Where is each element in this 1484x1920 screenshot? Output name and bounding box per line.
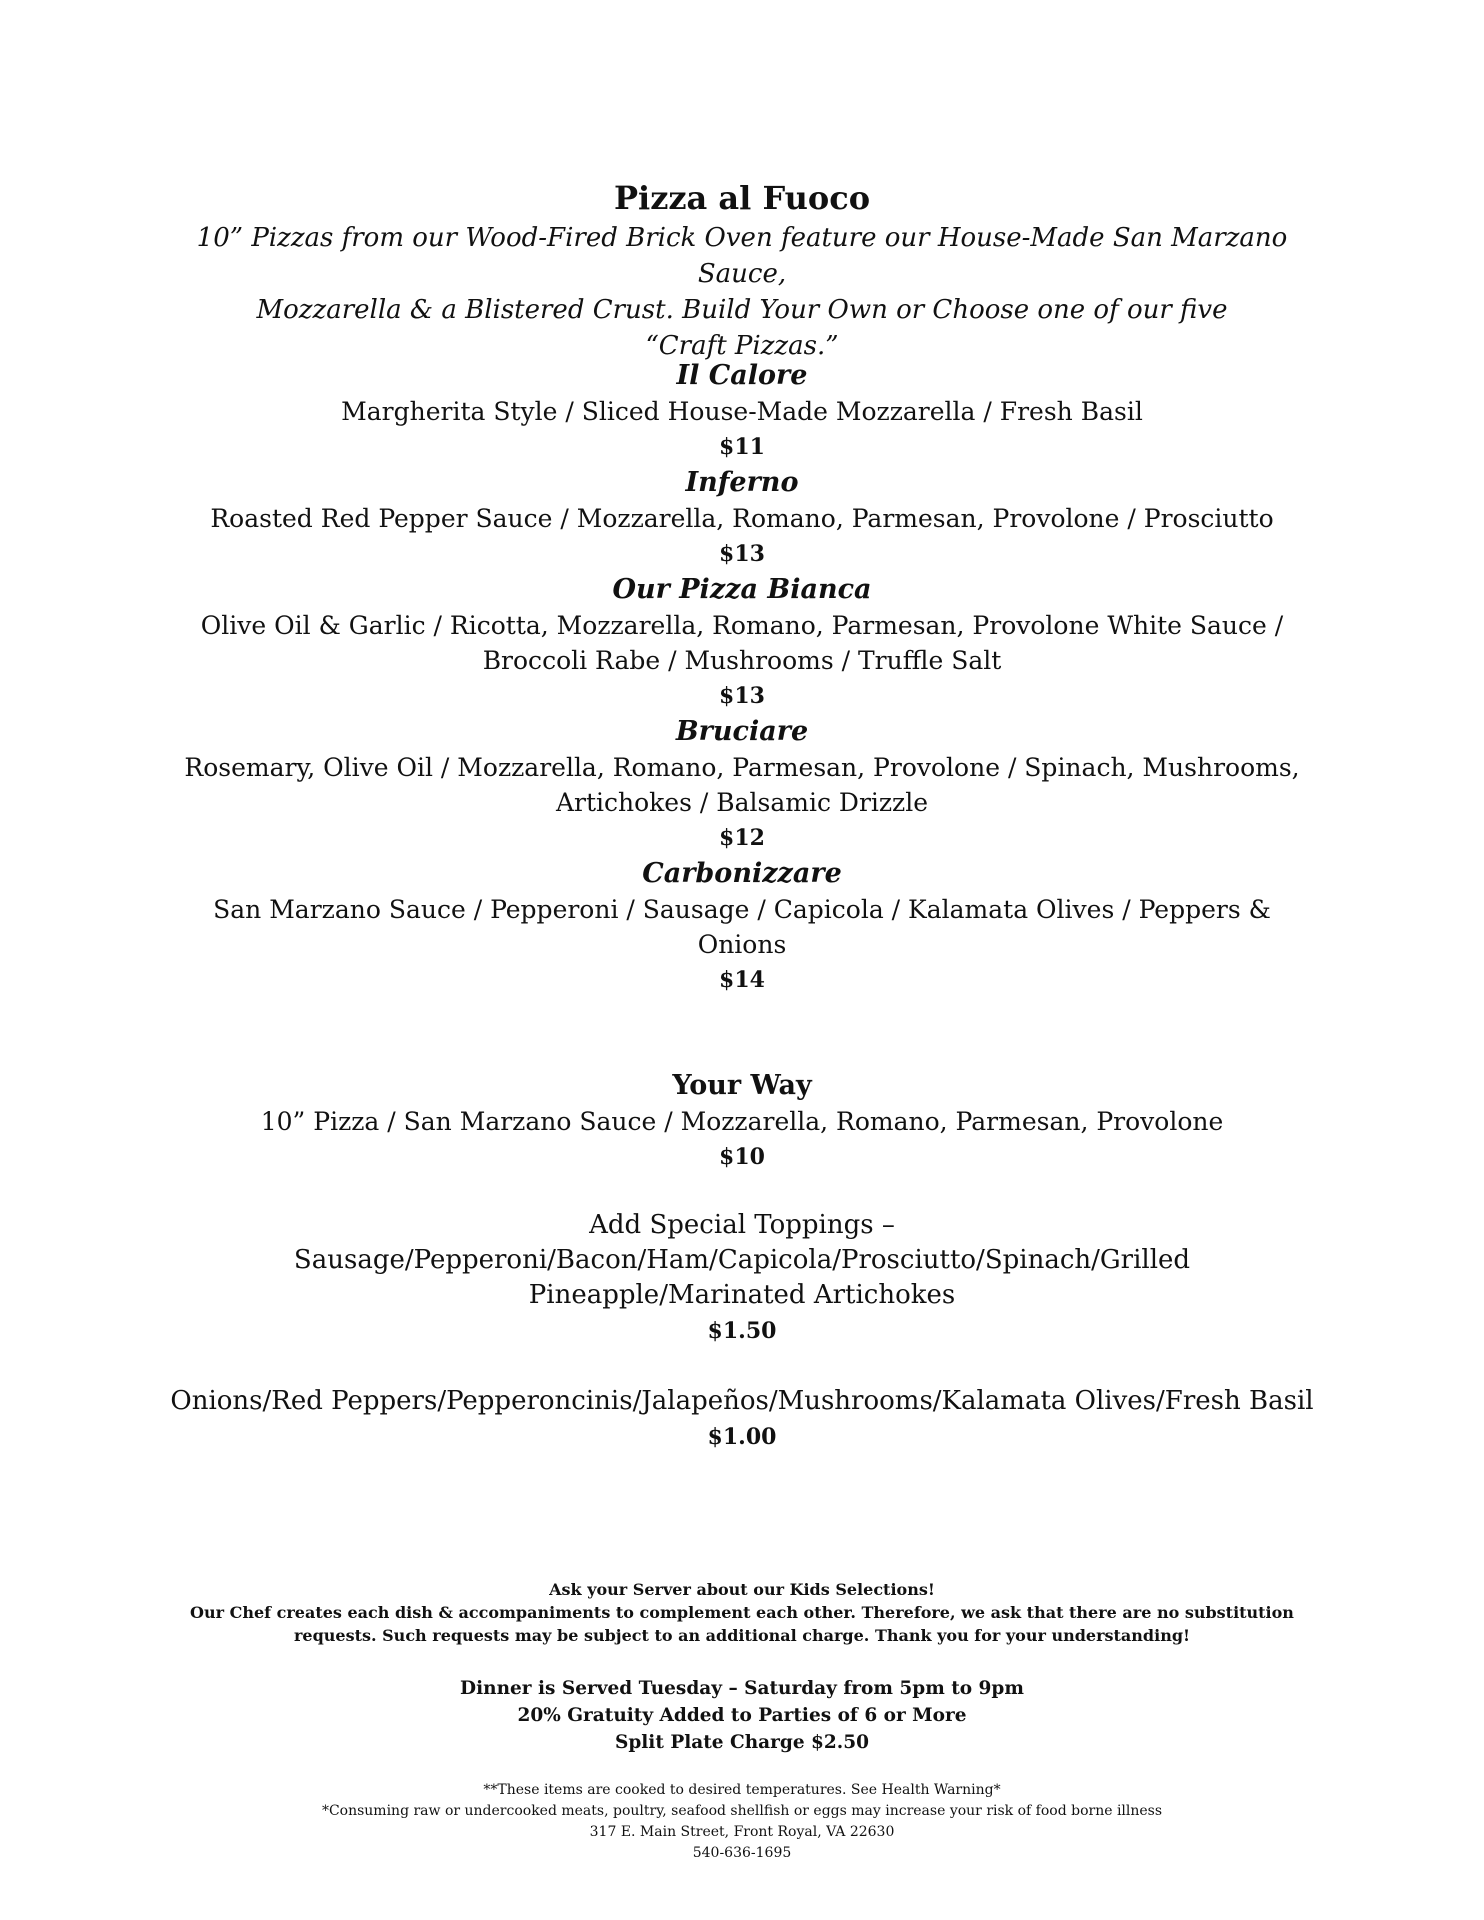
page-title: Pizza al Fuoco — [613, 179, 871, 217]
special-toppings-line: Sausage/Pepperoni/Bacon/Ham/Capicola/Prosciutto/Spinach/Grilled — [293, 1245, 1191, 1275]
your-way-description: 10” Pizza / San Marzano Sauce / Mozzarella, Romano, Parmesan, Provolone — [260, 1107, 1224, 1136]
pizza-name: Our Pizza Bianca — [612, 574, 872, 605]
pizza-item-bruciare — [150, 714, 1334, 856]
pizza-price: $14 — [719, 967, 765, 993]
pizza-item-pizza-bianca — [150, 572, 1334, 714]
notes-line: Our Chef creates each dish & accompaniments to complement each other. Therefore, we ask that there are no substitution — [190, 1603, 1294, 1622]
pizza-name: Bruciare — [675, 716, 809, 747]
special-toppings-price: $1.50 — [707, 1318, 777, 1344]
health-warning: *Consuming raw or undercooked meats, poultry, seafood shellfish or eggs may increase your risk of food borne illness — [321, 1803, 1163, 1819]
pizza-description-line: Artichokes / Balsamic Drizzle — [555, 788, 929, 817]
notes-line: requests. Such requests may be subject to an additional charge. Thank you for your understanding! — [293, 1626, 1191, 1645]
pizza-price: $11 — [719, 434, 765, 460]
basic-toppings-section — [150, 1384, 1334, 1455]
special-toppings-section — [150, 1208, 1334, 1349]
craft-pizza-list — [150, 358, 1334, 998]
pizza-description-line: Margherita Style / Sliced House-Made Mozzarella / Fresh Basil — [341, 397, 1143, 426]
intro-line: 10” Pizzas from our Wood-Fired Brick Oven feature our House-Made San Marzano Sauce, — [196, 223, 1288, 289]
split-plate-charge: Split Plate Charge $2.50 — [614, 1732, 869, 1753]
kitchen-notes — [150, 1578, 1334, 1647]
pizza-name: Inferno — [685, 467, 799, 498]
pizza-price: $12 — [719, 825, 765, 851]
pizza-name: Carbonizzare — [642, 858, 842, 889]
special-toppings-line: Add Special Toppings – — [589, 1210, 895, 1240]
basic-toppings-price: $1.00 — [707, 1424, 777, 1450]
service-info — [150, 1675, 1334, 1756]
your-way-title: Your Way — [672, 1070, 812, 1101]
pizza-description — [150, 892, 1334, 962]
pizza-description-line: Olive Oil & Garlic / Ricotta, Mozzarella, Romano, Parmesan, Provolone White Sauce / — [200, 611, 1284, 640]
pizza-description — [150, 501, 1334, 536]
pizza-description — [150, 394, 1334, 429]
pizza-description-line: San Marzano Sauce / Pepperoni / Sausage / Capicola / Kalamata Olives / Peppers & — [213, 895, 1271, 924]
special-toppings-line: Pineapple/Marinated Artichokes — [528, 1280, 956, 1310]
basic-toppings-line: Onions/Red Peppers/Pepperoncinis/Jalapeños/Mushrooms/Kalamata Olives/Fresh Basil — [170, 1386, 1314, 1416]
pizza-description — [150, 608, 1334, 678]
intro-line: “Craft Pizzas.” — [645, 331, 839, 361]
pizza-item-inferno — [150, 465, 1334, 572]
service-hours: Dinner is Served Tuesday – Saturday from 5pm to 9pm — [460, 1678, 1024, 1699]
gratuity-note: 20% Gratuity Added to Parties of 6 or More — [517, 1705, 967, 1726]
temperature-note: **These items are cooked to desired temperatures. See Health Warning* — [483, 1782, 1001, 1798]
your-way-section — [150, 1068, 1334, 1175]
your-way-price: $10 — [719, 1144, 765, 1170]
pizza-name: Il Calore — [676, 360, 808, 391]
pizza-description-line: Broccoli Rabe / Mushrooms / Truffle Salt — [482, 646, 1002, 675]
intro-line: Mozzarella & a Blistered Crust. Build Your Own or Choose one of our five — [256, 295, 1228, 325]
pizza-description-line: Onions — [697, 930, 787, 959]
pizza-price: $13 — [719, 683, 765, 709]
pizza-item-carbonizzare — [150, 856, 1334, 998]
phone-number: 540-636-1695 — [692, 1845, 792, 1861]
intro-text — [150, 220, 1334, 364]
notes-line: Ask your Server about our Kids Selections! — [549, 1580, 935, 1599]
footer — [150, 1780, 1334, 1864]
address: 317 E. Main Street, Front Royal, VA 22630 — [589, 1824, 895, 1840]
pizza-description — [150, 750, 1334, 820]
pizza-price: $13 — [719, 541, 765, 567]
pizza-item-il-calore — [150, 358, 1334, 465]
pizza-description-line: Rosemary, Olive Oil / Mozzarella, Romano, Parmesan, Provolone / Spinach, Mushrooms, — [184, 753, 1300, 782]
pizza-description-line: Roasted Red Pepper Sauce / Mozzarella, Romano, Parmesan, Provolone / Prosciutto — [210, 504, 1274, 533]
